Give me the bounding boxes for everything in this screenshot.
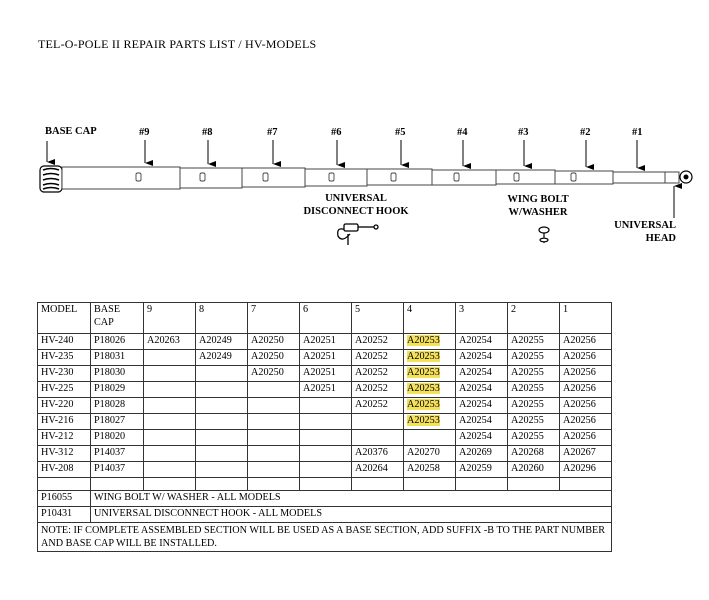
table-row — [38, 446, 612, 462]
universal-head-label-line2: HEAD — [645, 233, 676, 244]
cell-text: A20253 — [407, 415, 440, 426]
disconnect-hook-label-line1: UNIVERSAL — [325, 193, 387, 204]
part-cell — [352, 366, 404, 382]
cell-text: A20252 — [355, 399, 388, 410]
header-model: MODEL — [38, 303, 91, 334]
cell-text: HV-208 — [41, 463, 74, 474]
part-cell — [300, 350, 352, 366]
part-cell — [248, 446, 300, 462]
empty-cell — [300, 478, 352, 491]
part-cell — [248, 334, 300, 350]
part-cell — [456, 398, 508, 414]
part-cell — [248, 414, 300, 430]
cell-text: A20254 — [459, 335, 492, 346]
part-cell — [404, 414, 456, 430]
cell-text: P18020 — [94, 431, 126, 442]
cell-text: A20254 — [459, 367, 492, 378]
base-cap-cell — [91, 462, 144, 478]
part-cell — [144, 462, 196, 478]
cell-text: HV-220 — [41, 399, 74, 410]
cell-text: A20253 — [407, 351, 440, 362]
part-cell — [144, 446, 196, 462]
part-cell — [144, 382, 196, 398]
cell-text: HV-225 — [41, 383, 74, 394]
cell-text: A20253 — [407, 383, 440, 394]
part-cell — [300, 430, 352, 446]
cell-text: A20253 — [407, 335, 440, 346]
cell-text: P18030 — [94, 367, 126, 378]
part-cell — [456, 414, 508, 430]
part-cell — [144, 350, 196, 366]
part-cell — [404, 430, 456, 446]
part-cell — [196, 462, 248, 478]
part-cell — [352, 334, 404, 350]
part-cell — [144, 334, 196, 350]
part-cell — [560, 398, 612, 414]
header-section-1: 1 — [560, 303, 612, 334]
accessory-part-number: P16055 — [38, 491, 91, 507]
table-row — [38, 430, 612, 446]
disconnect-hook-icon — [338, 224, 378, 245]
base-cap-label: BASE CAP — [45, 126, 97, 137]
table-header-row — [38, 303, 612, 334]
part-cell — [456, 462, 508, 478]
part-cell — [352, 350, 404, 366]
cell-text: P14037 — [94, 463, 126, 474]
universal-head-label — [604, 219, 676, 245]
cell-text: A20249 — [199, 351, 232, 362]
part-cell — [248, 350, 300, 366]
base-cap-cell — [91, 350, 144, 366]
table-row — [38, 398, 612, 414]
cell-text: A20254 — [459, 399, 492, 410]
header-section-7: 7 — [248, 303, 300, 334]
cell-text: A20263 — [147, 335, 180, 346]
part-cell — [248, 430, 300, 446]
part-cell — [508, 350, 560, 366]
part-cell — [404, 398, 456, 414]
cell-text: A20256 — [563, 351, 596, 362]
base-cap-cell — [91, 334, 144, 350]
part-cell — [508, 462, 560, 478]
part-cell — [196, 430, 248, 446]
cell-text: HV-240 — [41, 335, 74, 346]
cell-text: A20254 — [459, 415, 492, 426]
cell-text: A20251 — [303, 383, 336, 394]
part-cell — [248, 398, 300, 414]
cell-text: A20250 — [251, 367, 284, 378]
cell-text: A20260 — [511, 463, 544, 474]
cell-text: A20252 — [355, 351, 388, 362]
part-cell — [300, 366, 352, 382]
cell-text: A20253 — [407, 399, 440, 410]
cell-text: HV-312 — [41, 447, 74, 458]
model-cell — [38, 366, 91, 382]
empty-cell — [404, 478, 456, 491]
part-cell — [196, 366, 248, 382]
part-cell — [456, 366, 508, 382]
table-row — [38, 382, 612, 398]
part-cell — [196, 398, 248, 414]
cell-text: A20249 — [199, 335, 232, 346]
cell-text: A20254 — [459, 431, 492, 442]
universal-head-label-line1: UNIVERSAL — [614, 220, 676, 231]
part-cell — [560, 430, 612, 446]
cell-text: A20255 — [511, 351, 544, 362]
accessory-part-number: P10431 — [38, 507, 91, 523]
part-cell — [404, 446, 456, 462]
part-cell — [300, 382, 352, 398]
part-cell — [196, 446, 248, 462]
part-cell — [560, 414, 612, 430]
cell-text: A20254 — [459, 351, 492, 362]
header-section-2: 2 — [508, 303, 560, 334]
base-cap-cell — [91, 430, 144, 446]
cell-text: A20251 — [303, 335, 336, 346]
disconnect-hook-label-line2: DISCONNECT HOOK — [303, 206, 409, 217]
part-cell — [248, 382, 300, 398]
cell-text: A20270 — [407, 447, 440, 458]
section-label-4: #4 — [457, 127, 468, 138]
cell-text: A20269 — [459, 447, 492, 458]
header-section-8: 8 — [196, 303, 248, 334]
part-cell — [300, 446, 352, 462]
part-cell — [560, 334, 612, 350]
part-cell — [508, 398, 560, 414]
base-cap-cell — [91, 366, 144, 382]
table-row — [38, 462, 612, 478]
cell-text: A20256 — [563, 415, 596, 426]
part-cell — [352, 446, 404, 462]
header-base-cap: BASE CAP — [91, 303, 144, 334]
part-cell — [196, 334, 248, 350]
section-label-5: #5 — [395, 127, 406, 138]
section-label-6: #6 — [331, 127, 342, 138]
model-cell — [38, 446, 91, 462]
part-cell — [144, 398, 196, 414]
wing-bolt-label — [500, 193, 576, 219]
part-cell — [560, 382, 612, 398]
cell-text: HV-216 — [41, 415, 74, 426]
cell-text: A20255 — [511, 415, 544, 426]
base-cap-icon — [40, 166, 62, 192]
cell-text: P18026 — [94, 335, 126, 346]
section-label-7: #7 — [267, 127, 278, 138]
cell-text: A20256 — [563, 431, 596, 442]
part-cell — [560, 366, 612, 382]
cell-text: P18031 — [94, 351, 126, 362]
cell-text: A20255 — [511, 367, 544, 378]
part-cell — [508, 430, 560, 446]
header-section-5: 5 — [352, 303, 404, 334]
part-cell — [508, 334, 560, 350]
table-row — [38, 366, 612, 382]
cell-text: A20253 — [407, 367, 440, 378]
part-cell — [300, 462, 352, 478]
part-cell — [300, 414, 352, 430]
model-cell — [38, 430, 91, 446]
model-cell — [38, 414, 91, 430]
part-cell — [352, 414, 404, 430]
cell-text: P14037 — [94, 447, 126, 458]
cell-text: HV-235 — [41, 351, 74, 362]
part-cell — [196, 382, 248, 398]
base-cap-cell — [91, 398, 144, 414]
cell-text: HV-230 — [41, 367, 74, 378]
cell-text: A20251 — [303, 351, 336, 362]
cell-text: A20256 — [563, 367, 596, 378]
cell-text: P18028 — [94, 399, 126, 410]
empty-cell — [248, 478, 300, 491]
empty-cell — [508, 478, 560, 491]
part-cell — [456, 382, 508, 398]
part-cell — [248, 366, 300, 382]
accessory-description: UNIVERSAL DISCONNECT HOOK - ALL MODELS — [91, 507, 612, 523]
parts-table — [37, 302, 612, 552]
part-cell — [248, 462, 300, 478]
empty-cell — [144, 478, 196, 491]
part-cell — [456, 350, 508, 366]
cell-text: A20255 — [511, 335, 544, 346]
cell-text: A20256 — [563, 383, 596, 394]
accessory-description: WING BOLT W/ WASHER - ALL MODELS — [91, 491, 612, 507]
empty-cell — [456, 478, 508, 491]
model-cell — [38, 350, 91, 366]
cell-text: A20267 — [563, 447, 596, 458]
cell-text: A20376 — [355, 447, 388, 458]
cell-text: A20250 — [251, 351, 284, 362]
cell-text: A20296 — [563, 463, 596, 474]
cell-text: A20251 — [303, 367, 336, 378]
part-cell — [144, 430, 196, 446]
part-cell — [508, 446, 560, 462]
model-cell — [38, 462, 91, 478]
part-cell — [508, 414, 560, 430]
part-cell — [300, 398, 352, 414]
cell-text: A20264 — [355, 463, 388, 474]
empty-cell — [352, 478, 404, 491]
part-cell — [404, 462, 456, 478]
wing-bolt-icon — [539, 227, 549, 243]
empty-cell — [560, 478, 612, 491]
cell-text: A20259 — [459, 463, 492, 474]
cell-text: A20252 — [355, 367, 388, 378]
base-cap-cell — [91, 382, 144, 398]
cell-text: A20252 — [355, 383, 388, 394]
cell-text: A20255 — [511, 431, 544, 442]
cell-text: A20250 — [251, 335, 284, 346]
header-section-4: 4 — [404, 303, 456, 334]
header-section-6: 6 — [300, 303, 352, 334]
empty-cell — [196, 478, 248, 491]
wing-bolt-label-line1: WING BOLT — [507, 194, 569, 205]
cell-text: A20255 — [511, 383, 544, 394]
part-cell — [456, 334, 508, 350]
accessory-row — [38, 491, 612, 507]
cell-text: A20252 — [355, 335, 388, 346]
table-row — [38, 334, 612, 350]
part-cell — [352, 382, 404, 398]
cell-text: A20258 — [407, 463, 440, 474]
part-cell — [404, 382, 456, 398]
base-cap-cell — [91, 446, 144, 462]
disconnect-hook-label — [298, 192, 414, 218]
table-row — [38, 414, 612, 430]
part-cell — [404, 350, 456, 366]
cell-text: P18027 — [94, 415, 126, 426]
pole-sections — [62, 167, 679, 189]
base-cap-cell — [91, 414, 144, 430]
part-cell — [508, 382, 560, 398]
section-label-3: #3 — [518, 127, 529, 138]
universal-head-icon — [680, 171, 692, 183]
part-cell — [352, 398, 404, 414]
section-label-8: #8 — [202, 127, 213, 138]
part-cell — [196, 414, 248, 430]
part-cell — [456, 430, 508, 446]
note-row — [38, 523, 612, 552]
section-label-2: #2 — [580, 127, 591, 138]
empty-cell — [38, 478, 91, 491]
page-title: TEL-O-POLE II REPAIR PARTS LIST / HV-MODELS — [38, 37, 317, 51]
empty-cell — [91, 478, 144, 491]
part-cell — [404, 334, 456, 350]
part-cell — [352, 462, 404, 478]
part-cell — [404, 366, 456, 382]
spacer-row — [38, 478, 612, 491]
part-cell — [352, 430, 404, 446]
cell-text: HV-212 — [41, 431, 74, 442]
section-label-1: #1 — [632, 127, 643, 138]
assembly-note: NOTE: IF COMPLETE ASSEMBLED SECTION WILL BE USED AS A BASE SECTION, ADD SUFFIX -B TO THE PART NUMBER AND BASE CAP WILL BE INSTALLED. — [38, 523, 612, 552]
part-cell — [508, 366, 560, 382]
accessory-row — [38, 507, 612, 523]
part-cell — [560, 462, 612, 478]
model-cell — [38, 334, 91, 350]
cell-text: A20255 — [511, 399, 544, 410]
part-cell — [144, 366, 196, 382]
part-cell — [456, 446, 508, 462]
part-cell — [300, 334, 352, 350]
cell-text: A20268 — [511, 447, 544, 458]
model-cell — [38, 382, 91, 398]
part-cell — [196, 350, 248, 366]
wing-bolt-label-line2: W/WASHER — [508, 207, 568, 218]
cell-text: P18029 — [94, 383, 126, 394]
part-cell — [560, 446, 612, 462]
model-cell — [38, 398, 91, 414]
table-row — [38, 350, 612, 366]
part-cell — [144, 414, 196, 430]
part-cell — [560, 350, 612, 366]
cell-text: A20256 — [563, 335, 596, 346]
section-label-9: #9 — [139, 127, 150, 138]
cell-text: A20254 — [459, 383, 492, 394]
header-section-9: 9 — [144, 303, 196, 334]
cell-text: A20256 — [563, 399, 596, 410]
header-section-3: 3 — [456, 303, 508, 334]
